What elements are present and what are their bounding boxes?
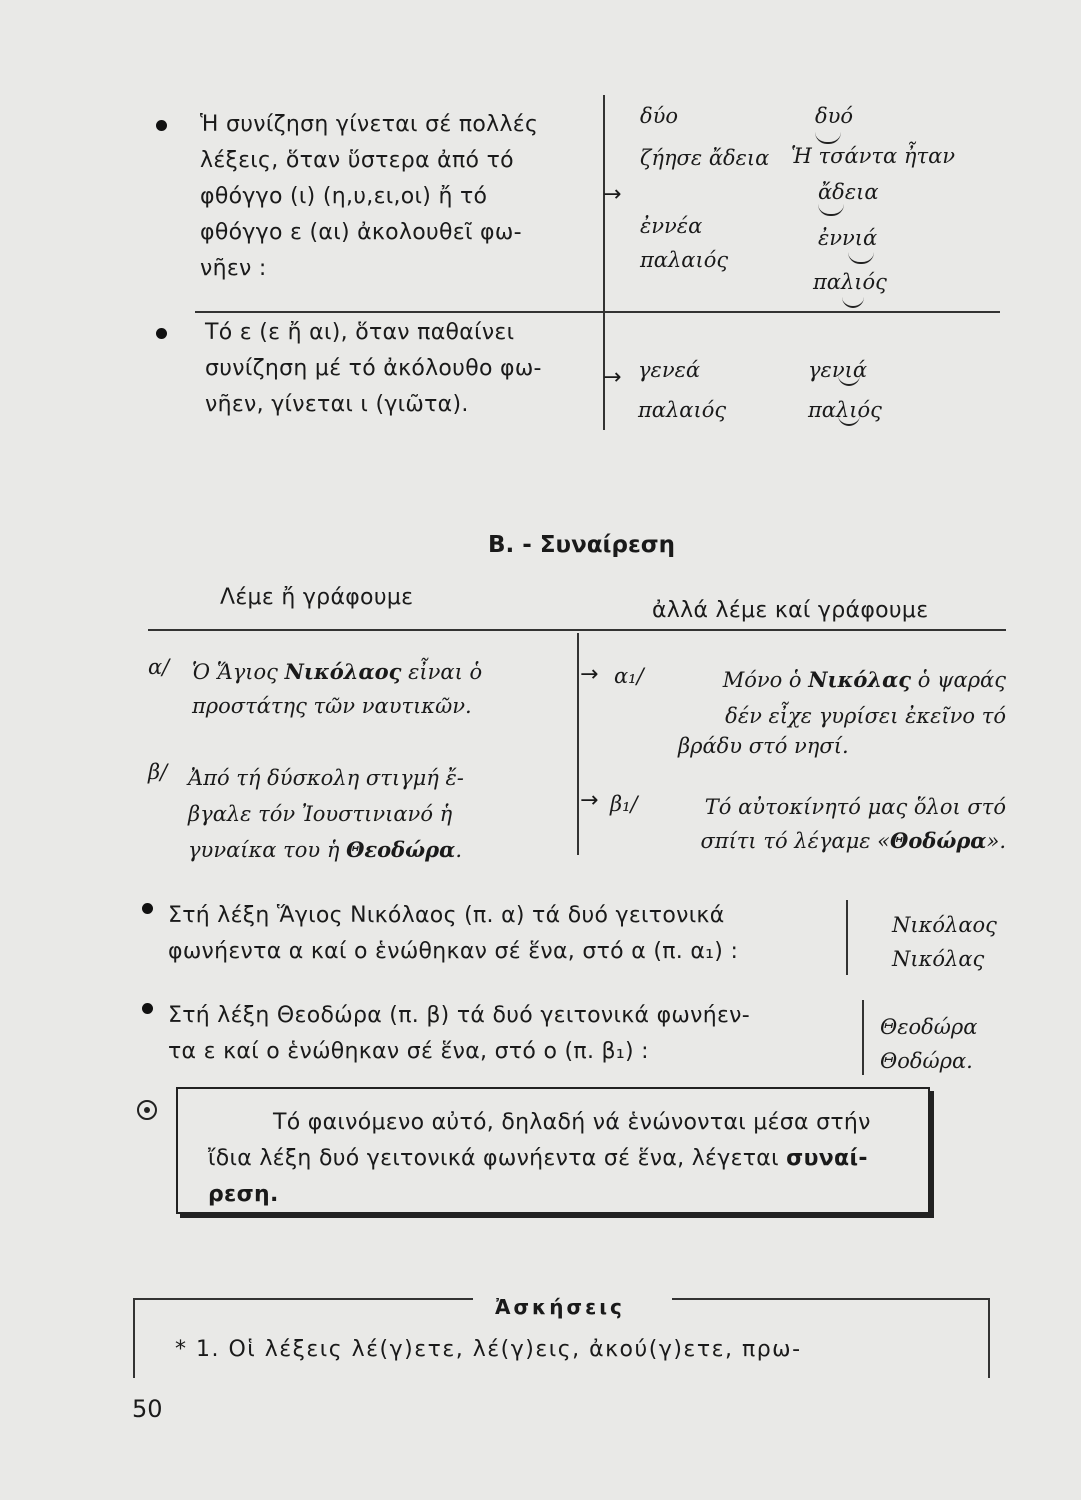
examples-divider bbox=[577, 633, 579, 855]
example-a1-label: α₁/ bbox=[614, 664, 644, 688]
table-divider-horizontal bbox=[195, 311, 1000, 313]
note2-words: Θεοδώρα Θοδώρα. bbox=[880, 1015, 978, 1073]
example-b-label: β/ bbox=[148, 760, 168, 784]
example2-right: γενιά παλιός bbox=[808, 358, 882, 422]
arrow-right-icon: → bbox=[580, 662, 599, 687]
note2-divider bbox=[862, 1000, 864, 1075]
example-a1-text: Μόνο ὁ Νικόλας ὁ ψαράς δέν εἶχε γυρίσει ἐκεῖνο τό bbox=[722, 667, 1006, 728]
example-a-label: α/ bbox=[148, 655, 170, 679]
exercise-item-1: * 1. Οἱ λέξεις λέ(γ)ετε, λέ(γ)εις, ἀκού(γ)ετε, πρω- bbox=[175, 1337, 802, 1362]
note2-text: Στή λέξη Θεοδώρα (π. β) τά δυό γειτονικά φωνήεν- τα ε καί ο ἑνώθηκαν σέ ἕνα, στό ο (π. β₁) : bbox=[168, 1003, 750, 1064]
synizesis-arc-icon bbox=[848, 252, 874, 264]
synizesis-arc-icon bbox=[842, 296, 864, 308]
definition-box: Τό φαινόμενο αὐτό, δηλαδή νά ἑνώνονται μέσα στήν ἴδια λέξη δυό γειτονικά φωνήεντα σέ ἕνα, λέγεται συναί- ρεση. bbox=[176, 1087, 930, 1214]
arrow-right-icon: → bbox=[580, 788, 599, 813]
synizesis-arc-icon bbox=[818, 204, 844, 216]
note1-divider bbox=[846, 900, 848, 975]
exercises-title: Ἀσκήσεις bbox=[495, 1295, 625, 1319]
bullet-icon bbox=[142, 1003, 153, 1014]
example2-left: γενεά παλαιός bbox=[638, 358, 727, 422]
example-a-text: Ὁ Ἅγιος Νικόλαος εἶναι ὁ προστάτης τῶν ναυτικῶν. bbox=[192, 659, 483, 718]
example-b1-text: Τό αὐτοκίνητό μας ὅλοι στό σπίτι τό λέγαμε «Θοδώρα». bbox=[700, 795, 1006, 853]
synizesis-arc-icon bbox=[815, 132, 841, 144]
page-number: 50 bbox=[132, 1395, 163, 1423]
column-header-right: ἀλλά λέμε καί γράφουμε bbox=[652, 598, 929, 623]
example1-left: δύο ζήησε ἄδεια ἐννέα παλαιός bbox=[640, 104, 770, 272]
column-header-left: Λέμε ἤ γράφουμε bbox=[220, 585, 414, 610]
bullet-icon bbox=[156, 328, 167, 339]
rule1-text: Ἡ συνίζηση γίνεται σέ πολλές λέξεις, ὅταν ὕστερα ἀπό τό φθόγγο (ι) (η,υ,ει,οι) ἤ τό φθόγγο ε (αι) ἀκολουθεῖ φω- νῆεν : bbox=[200, 112, 539, 281]
arrow-right-icon: → bbox=[603, 182, 622, 207]
section-title: Β. - Συναίρεση bbox=[488, 532, 676, 558]
example1-right: δυό bbox=[815, 104, 854, 128]
example-b-text: Ἀπό τή δύσκολη στιγμή ἔ- βγαλε τόν Ἰουστινιανό ἡ γυναίκα του ἡ Θεοδώρα. bbox=[188, 766, 464, 862]
rule2-text: Τό ε (ε ἤ αι), ὅταν παθαίνει συνίζηση μέ τό ἀκόλουθο φω- νῆεν, γίνεται ι (γιῶτα). bbox=[205, 320, 542, 417]
bullet-icon bbox=[142, 903, 153, 914]
note1-text: Στή λέξη Ἅγιος Νικόλαος (π. α) τά δυό γειτονικά φωνήεντα α καί ο ἑνώθηκαν σέ ἕνα, στό α (π. α₁) : bbox=[168, 903, 739, 964]
circled-dot-icon bbox=[137, 1100, 157, 1120]
note1-words: Νικόλαος Νικόλας bbox=[892, 913, 997, 971]
header-divider bbox=[148, 629, 1006, 631]
example-b1-label: β₁/ bbox=[610, 792, 638, 816]
arrow-right-icon: → bbox=[603, 365, 622, 390]
bullet-icon bbox=[156, 120, 167, 131]
